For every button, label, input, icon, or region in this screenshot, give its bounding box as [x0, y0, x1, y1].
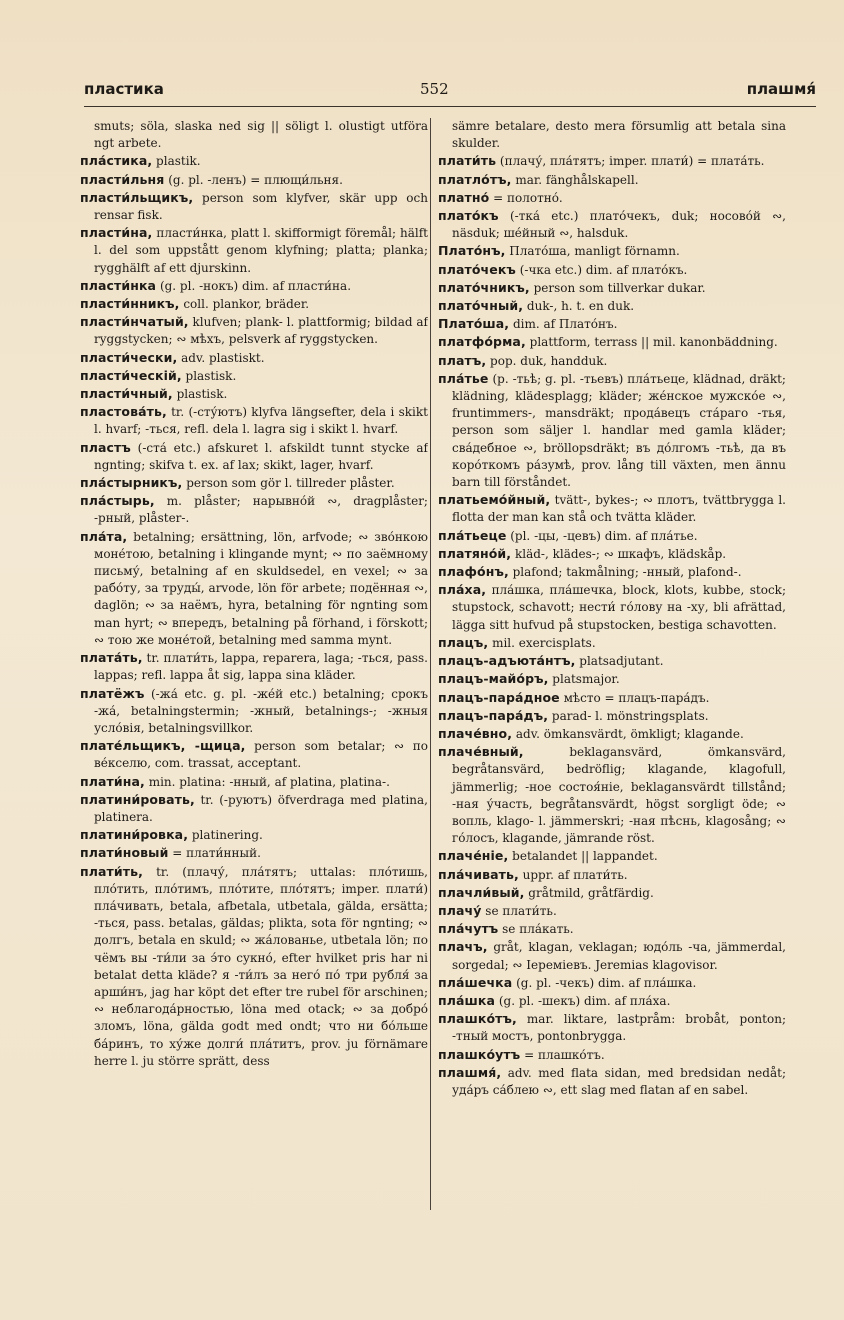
entry-definition: platsmajor. — [552, 672, 620, 687]
entry-definition: adv. plastiskt. — [181, 350, 265, 365]
entry-headword: плачли́вый, — [438, 884, 525, 900]
dictionary-entry — [438, 725, 786, 743]
dictionary-entry — [80, 863, 428, 1070]
dictionary-entry — [438, 527, 786, 545]
entry-headword: плачу́ — [438, 902, 482, 918]
entry-definition: person som klyfver, skär upp och rensar fisk. — [94, 190, 428, 223]
entry-headword: пла́чивать, — [438, 866, 519, 882]
entry-headword: Плато́нъ, — [438, 243, 506, 259]
entry-definition: min. platina: -нный, af platina, platina-. — [148, 774, 390, 789]
entry-definition: tvätt-, bykes-; ∾ плотъ, tvättbrygga l. flotta der man kan stå och tvätta kläder. — [452, 493, 786, 525]
entry-definition: person som betalar; ∾ по ве́кселю, com. trassat, acceptant. — [94, 739, 428, 771]
entry-definition: platinering. — [191, 828, 263, 843]
entry-headword: пла́стырь, — [80, 493, 155, 509]
entry-headword: плати́на, — [80, 773, 145, 789]
entry-definition: plattform, terrass || mil. kanonbäddning. — [529, 335, 778, 350]
entry-definition: (-чка etc.) dim. af плато́къ. — [519, 262, 688, 277]
entry-definition: sämre betalare, desto mera försumlig att betala sina skulder. — [452, 119, 786, 151]
entry-headword: плато́чникъ, — [438, 279, 530, 295]
entry-headword: платини́ровка, — [80, 827, 189, 843]
dictionary-entry — [438, 743, 786, 847]
entry-headword: платъ, — [438, 352, 487, 368]
page-number: 552 — [420, 80, 449, 98]
entry-definition: person som tillverkar dukar. — [533, 280, 706, 295]
dictionary-entry — [438, 884, 786, 902]
entry-headword: пласти́нчатый, — [80, 314, 189, 330]
entry-headword: платяно́й, — [438, 545, 512, 561]
dictionary-entry — [80, 492, 428, 527]
dictionary-entry — [80, 385, 428, 403]
entry-headword: пла́стика, — [80, 153, 153, 169]
entry-headword: плачъ, — [438, 939, 488, 955]
dictionary-entry — [438, 707, 786, 725]
entry-headword: пла́тьеце — [438, 527, 507, 543]
dictionary-entry — [80, 528, 428, 649]
entry-headword: пласти́льщикъ, — [80, 189, 194, 205]
dictionary-entry — [80, 189, 428, 224]
entry-headword: платёжъ — [80, 685, 145, 701]
entry-headword: платно́ — [438, 189, 490, 205]
entry-headword: плато́чный, — [438, 298, 524, 314]
dictionary-entry — [438, 279, 786, 297]
dictionary-entry — [438, 333, 786, 351]
entry-definition: (g. pl. -нокъ) dim. af пласти́на. — [159, 278, 352, 293]
entry-definition: (-тка́ etc.) плато́чекъ, duk; носово́й ∾, näsduk; ше́йный ∾, halsduk. — [452, 209, 786, 241]
entry-definition: (g. pl. -ленъ) = плющи́льня. — [168, 172, 343, 187]
dictionary-entry — [438, 171, 786, 189]
entry-definition: tr. (-руютъ) öfverdraga med platina, platinera. — [94, 792, 428, 824]
entry-definition: = плашко́тъ. — [524, 1047, 605, 1062]
entry-definition: (плачу́, пла́тятъ; imper. плати́) = плата́ть. — [499, 154, 765, 169]
entry-definition: = полотно́. — [493, 190, 563, 205]
dictionary-entry — [438, 491, 786, 526]
entry-definition: plastik. — [156, 154, 201, 169]
dictionary-entry — [438, 634, 786, 652]
entry-definition: mil. exercisplats. — [492, 635, 596, 650]
dictionary-entry — [438, 242, 786, 260]
entry-headword: пласти́ческій, — [80, 367, 182, 383]
dictionary-entry — [438, 352, 786, 370]
entry-headword: пла́тье — [438, 370, 489, 386]
entry-headword: плацъ-пара́дное — [438, 689, 560, 705]
entry-headword: пласти́чески, — [80, 349, 178, 365]
dictionary-entry — [438, 652, 786, 670]
entry-definition: (g. pl. -чекъ) dim. af пла́шка. — [516, 975, 697, 990]
entry-headword: платини́ровать, — [80, 791, 195, 807]
entry-definition: (p. -тьѣ; g. pl. -тьевъ) пла́тьеце, klädnad, dräkt; klädning, klädesplagg; kläder; же́нское мужско́е ∾, fruntimmers-, mansdräkt; прода́вецъ ста́раго -тья, person som säljer l. handlar med gamla kläder; сва́дебное ∾, bröllopsdräkt; въ до́лгомъ -тьѣ, да въ коро́ткомъ ра́зумѣ, prov. lång till växten, men ännu barn till förståndet. — [452, 371, 786, 490]
entry-definition: = плати́нный. — [172, 846, 261, 861]
entry-definition: mar. liktare, lastpråm: brobåt, ponton; -тный мостъ, pontonbrygga. — [452, 1012, 786, 1044]
dictionary-entry — [438, 1046, 786, 1064]
entry-definition: coll. plankor, bräder. — [183, 297, 310, 312]
dictionary-entry — [80, 313, 428, 348]
dictionary-entry — [438, 1010, 786, 1045]
entry-definition: beklagansvärd, ömkansvärd, begråtansvärd, bedröflig; klagande, klagofull, jämmerlig; -ное состоя́ніе, beklagansvärdt tillstånd; -ная у́часть, begråtansvärdt, högst sorgligt öde; ∾ вопль, klago- l. jämmerskri; -ная пѣснь, klagosång; ∾ го́лосъ, klagande, jämrande röst. — [452, 745, 786, 846]
entry-headword: платло́тъ, — [438, 171, 512, 187]
entry-definition: betalandet || lappandet. — [512, 849, 658, 864]
entry-headword: пла́стырникъ, — [80, 475, 183, 491]
entry-definition: mar. fänghålskapell. — [515, 172, 639, 187]
entry-definition: parad- l. mönstringsplats. — [551, 708, 709, 723]
dictionary-entry — [438, 261, 786, 279]
left-running-headword: пластика — [84, 80, 164, 98]
dictionary-entry — [438, 902, 786, 920]
entry-headword: пласти́чный, — [80, 386, 173, 402]
entry-definition: pop. duk, handduk. — [490, 353, 608, 368]
entry-headword: плаче́вно, — [438, 725, 513, 741]
entry-definition: plastisk. — [176, 387, 228, 402]
entry-headword: пла́ха, — [438, 582, 487, 598]
entry-headword: пла́шечка — [438, 974, 513, 990]
entry-definition: adv. med flata sidan, med bredsidan nedåt; уда́ръ са́блею ∾, ett slag med flatan af en sabel. — [452, 1065, 786, 1097]
entry-definition: (-ста́ etc.) afskuret l. afskildt tunnt stycke af ngnting; skifva t. ex. af lax; skikt, lager, hvarf. — [94, 440, 428, 472]
entry-headword: пла́чутъ — [438, 921, 499, 937]
dictionary-entry — [438, 207, 786, 242]
dictionary-entry — [438, 689, 786, 707]
entry-headword: плати́ть, — [80, 863, 143, 879]
column-divider — [430, 118, 431, 1210]
right-running-headword: плашмя́ — [746, 80, 816, 98]
entry-definition: m. plåster; нарывно́й ∾, dragplåster; -рный, plåster-. — [94, 494, 428, 526]
dictionary-entry — [80, 277, 428, 295]
dictionary-entry — [80, 685, 428, 738]
entry-headword: пласти́на, — [80, 225, 153, 241]
dictionary-entry — [80, 649, 428, 684]
dictionary-entry — [80, 844, 428, 862]
entry-headword: пластова́ть, — [80, 404, 167, 420]
entry-definition: (-жа́ etc. g. pl. -же́й etc.) betalning; срокъ -жа́, betalningstermin; -жный, betalnings-; -жныя усло́вія, betalningsvillkor. — [94, 686, 428, 735]
dictionary-entry — [80, 737, 428, 772]
dictionary-entry — [438, 545, 786, 563]
dictionary-entry — [438, 974, 786, 992]
entry-headword: плато́чекъ — [438, 261, 516, 277]
dictionary-entry — [80, 474, 428, 492]
dictionary-entry — [80, 171, 428, 189]
entry-definition: duk-, h. t. en duk. — [526, 299, 635, 314]
dictionary-entry — [80, 118, 428, 152]
entry-headword: пласти́нка — [80, 277, 157, 293]
entry-headword: платфо́рма, — [438, 334, 526, 350]
entry-definition: tr. (плачу́, пла́тятъ; uttalas: пло́тишь, пло́тить, пло́тимъ, пло́тите, пло́тятъ; imper. плати́) пла́чивать, betala, afbetala, utbetala, gälda, ersätta; -ться, pass. betalas, gäldas; plikta, sota för ngnting; ∾ долгъ, betala en skuld; ∾ жа́лованье, utbetala lön; по чёмъ вы -ти́ли за э́то сукно́, efter hvilket pris har ni betalat detta kläde? я -ти́лъ за него́ по́ три рубля́ за арши́нъ, jag har köpt det efter tre rubel för arschinen; ∾ неблагода́рностью, löna med otack; ∾ за добро́ зломъ, löna, gälda godt med ondt; что ни бо́льше ба́ринъ, то ху́же долги́ пла́титъ, prov. ju förnämare herre l. ju större sprätt, dess — [94, 864, 428, 1068]
entry-headword: пла́та, — [80, 528, 128, 544]
entry-headword: плацъ-майо́ръ, — [438, 671, 549, 687]
dictionary-entry — [438, 563, 786, 581]
entry-definition: smuts; söla, slaska ned sig || söligt l. olustigt utföra ngt arbete. — [94, 119, 428, 151]
entry-headword: плати́ть — [438, 153, 497, 169]
page-header — [84, 78, 816, 107]
entry-definition: (g. pl. -шекъ) dim. af пла́ха. — [498, 993, 671, 1008]
right-column — [438, 118, 786, 1218]
entry-definition: gråtmild, gråtfärdig. — [528, 885, 654, 900]
dictionary-entry — [80, 791, 428, 826]
entry-headword: плацъ, — [438, 634, 489, 650]
entry-definition: tr. плати́ть, lappa, reparera, laga; -ться, pass. lappas; refl. lappa åt sig, lappa sina kläder. — [94, 651, 428, 683]
entry-definition: se пла́кать. — [502, 922, 574, 937]
entry-definition: platsadjutant. — [579, 654, 664, 669]
entry-headword: плашко́тъ, — [438, 1011, 517, 1027]
entry-definition: uppr. af плати́ть. — [522, 867, 628, 882]
entry-definition: betalning; ersättning, lön, arfvode; ∾ зво́нкою моне́тою, betalning i klingande mynt; ∾ по заёмному письму́, betalning af en skuldsedel, en vexel; ∾ за рабо́ту, за труды́, arvode, lön för arbete; подённая ∾, daglön; ∾ за наёмъ, hyra, betalning för ngnting som man hyrt; ∾ впередъ, betalning på förhand, i förskott; ∾ тою же моне́той, betalning med samma mynt. — [94, 529, 428, 647]
dictionary-entry — [80, 152, 428, 170]
entry-definition: мѣсто = плацъ-пара́дъ. — [563, 690, 710, 705]
entry-headword: плашмя́, — [438, 1064, 502, 1080]
entry-headword: пласти́нникъ, — [80, 296, 180, 312]
dictionary-entry — [438, 370, 786, 491]
entry-headword: плафо́нъ, — [438, 564, 509, 580]
dictionary-entry — [80, 295, 428, 313]
entry-definition: plastisk. — [185, 368, 237, 383]
entry-definition: пла́шка, пла́шечка, block, klots, kubbe, stock; stupstock, schavott; нести́ го́лову на -ху, bli afrättad, lägga sitt hufvud på stupstocken, bestiga schavotten. — [452, 583, 786, 632]
entry-definition: пласти́нка, platt l. skifformigt föremål; hälft l. del som uppstått genom klyfning; platta; planka; rygghälft af ett djurskinn. — [94, 226, 428, 275]
dictionary-entry — [438, 847, 786, 865]
entry-definition: (pl. -цы, -цевъ) dim. af пла́тье. — [510, 528, 698, 543]
entry-definition: se плати́ть. — [485, 903, 557, 918]
dictionary-entry — [80, 403, 428, 438]
entry-headword: плацъ-адъюта́нтъ, — [438, 653, 576, 669]
left-column — [80, 118, 428, 1218]
entry-headword: плате́льщикъ, -щица, — [80, 738, 246, 754]
entry-headword: платьемо́йный, — [438, 492, 551, 508]
entry-headword: плаче́ніе, — [438, 848, 509, 864]
entry-definition: adv. ömkansvärdt, ömkligt; klagande. — [515, 726, 744, 741]
entry-headword: плаче́вный, — [438, 744, 524, 760]
entry-definition: dim. af Плато́нъ. — [512, 317, 618, 332]
dictionary-entry — [80, 349, 428, 367]
dictionary-entry — [438, 118, 786, 152]
dictionary-entry — [80, 224, 428, 277]
entry-headword: плацъ-пара́дъ, — [438, 707, 549, 723]
entry-headword: Плато́ша, — [438, 316, 510, 332]
dictionary-entry — [438, 670, 786, 688]
dictionary-entry — [438, 938, 786, 973]
entry-headword: плато́къ — [438, 208, 499, 224]
entry-headword: плата́ть, — [80, 650, 143, 666]
dictionary-entry — [438, 152, 786, 170]
entry-definition: person som gör l. tillreder plåster. — [186, 476, 395, 491]
dictionary-entry — [438, 1064, 786, 1099]
dictionary-entry — [438, 992, 786, 1010]
entry-headword: пласти́льня — [80, 171, 165, 187]
dictionary-entry — [438, 297, 786, 315]
entry-definition: tr. (-сту́ютъ) klyfva längsefter, dela i skikt l. hvarf; -ться, refl. dela l. lagra sig i skikt l. hvarf. — [94, 405, 428, 437]
entry-definition: gråt, klagan, veklagan; юдо́ль -ча, jämmerdal, sorgedal; ∾ Іереміевъ. Jeremias klagovisor. — [452, 940, 786, 972]
entry-headword: пластъ — [80, 439, 131, 455]
dictionary-entry — [80, 439, 428, 474]
entry-headword: пла́шка — [438, 992, 496, 1008]
entry-headword: плати́новый — [80, 845, 169, 861]
dictionary-entry — [438, 581, 786, 634]
dictionary-entry — [438, 189, 786, 207]
entry-definition: Плато́ша, manligt förnamn. — [509, 244, 680, 259]
dictionary-entry — [438, 315, 786, 333]
dictionary-entry — [438, 920, 786, 938]
entry-headword: плашко́утъ — [438, 1046, 521, 1062]
dictionary-entry — [80, 826, 428, 844]
dictionary-entry — [80, 773, 428, 791]
entry-definition: klufven; plank- l. plattformig; bildad af ryggstycken; ∾ мѣхъ, pelsverk af ryggstycken. — [94, 315, 428, 347]
entry-definition: plafond; takmålning; -нный, plafond-. — [512, 565, 742, 580]
dictionary-entry — [80, 367, 428, 385]
dictionary-entry — [438, 866, 786, 884]
entry-definition: kläd-, klädes-; ∾ шкафъ, klädskåp. — [514, 546, 727, 561]
